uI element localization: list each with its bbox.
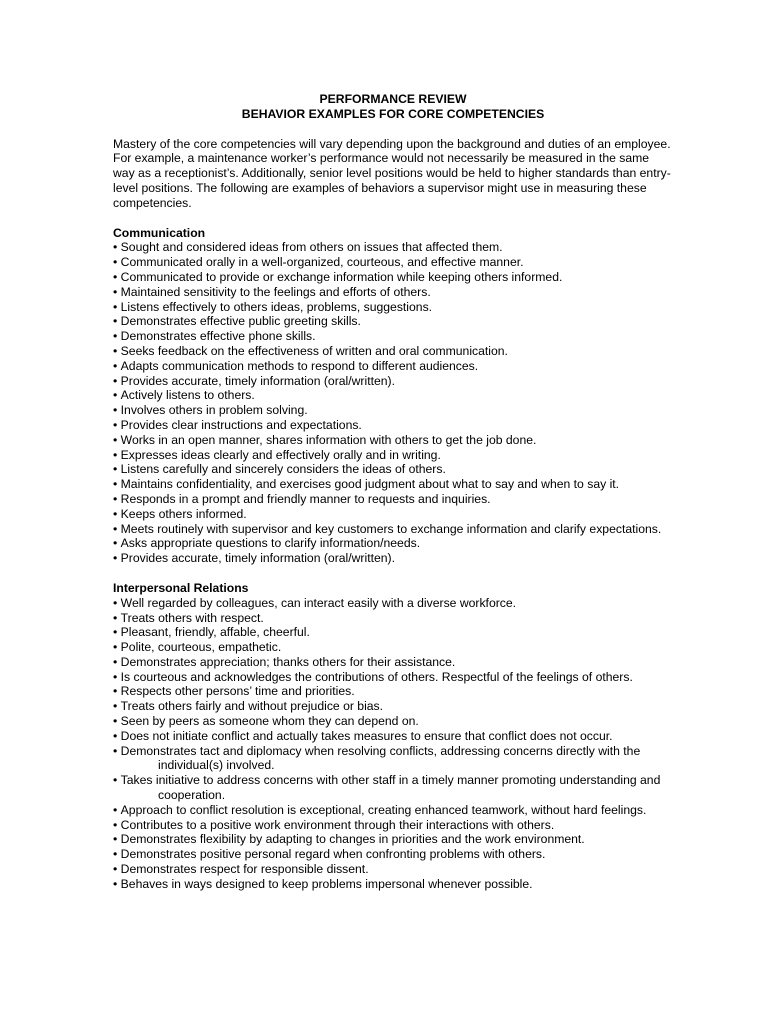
- intro-paragraph: Mastery of the core competencies will vary depending upon the background and duties of an employee. For example, a maintenance worker’s performance would not necessarily be measured in the same way as a receptionist’s. Additionally, senior level positions would be held to higher standards than entry-level positions. The following are examples of behaviors a supervisor might use in measuring these competencies.: [113, 136, 671, 210]
- list-item: • Works in an open manner, shares information with others to get the job done.: [113, 433, 673, 448]
- list-item: • Sought and considered ideas from others on issues that affected them.: [113, 240, 673, 255]
- section-heading: Communication: [113, 225, 206, 240]
- list-item: • Demonstrates appreciation; thanks others for their assistance.: [113, 655, 673, 670]
- section-heading: Interpersonal Relations: [113, 580, 249, 595]
- title-line-2: BEHAVIOR EXAMPLES FOR CORE COMPETENCIES: [241, 106, 545, 121]
- list-item: • Provides accurate, timely information (oral/written).: [113, 374, 673, 389]
- list-item: • Demonstrates positive personal regard when confronting problems with others.: [113, 847, 673, 862]
- list-item: • Treats others with respect.: [113, 611, 673, 626]
- list-item: • Does not initiate conflict and actually takes measures to ensure that conflict does not occur.: [113, 729, 673, 744]
- list-item: • Communicated orally in a well-organized, courteous, and effective manner.: [113, 255, 673, 270]
- title-line-1: PERFORMANCE REVIEW: [319, 92, 467, 106]
- list-item: • Well regarded by colleagues, can interact easily with a diverse workforce.: [113, 596, 673, 611]
- list-item: • Communicated to provide or exchange information while keeping others informed.: [113, 270, 673, 285]
- list-item: • Treats others fairly and without prejudice or bias.: [113, 699, 673, 714]
- list-item: • Maintained sensitivity to the feelings and efforts of others.: [113, 285, 673, 300]
- list-item: • Seeks feedback on the effectiveness of written and oral communication.: [113, 344, 673, 359]
- list-item: • Is courteous and acknowledges the contributions of others. Respectful of the feelings of others.: [113, 670, 673, 685]
- bullet-list: [113, 240, 673, 566]
- list-item: • Seen by peers as someone whom they can depend on.: [113, 714, 673, 729]
- list-item: • Pleasant, friendly, affable, cheerful.: [113, 625, 673, 640]
- section-interpersonal-relations: [113, 581, 673, 892]
- list-item: • Keeps others informed.: [113, 507, 673, 522]
- list-item: • Maintains confidentiality, and exercises good judgment about what to say and when to say it.: [113, 477, 673, 492]
- list-item: • Demonstrates respect for responsible dissent.: [113, 862, 673, 877]
- list-item: • Responds in a prompt and friendly manner to requests and inquiries.: [113, 492, 673, 507]
- bullet-list: [113, 596, 673, 892]
- list-item: • Demonstrates tact and diplomacy when resolving conflicts, addressing concerns directly with the individual(s) involved.: [113, 744, 673, 774]
- document-title: [113, 92, 673, 122]
- list-item: • Expresses ideas clearly and effectively orally and in writing.: [113, 448, 673, 463]
- list-item: • Provides clear instructions and expectations.: [113, 418, 673, 433]
- list-item: • Listens effectively to others ideas, problems, suggestions.: [113, 300, 673, 315]
- list-item: • Behaves in ways designed to keep problems impersonal whenever possible.: [113, 877, 673, 892]
- list-item: • Demonstrates flexibility by adapting to changes in priorities and the work environment.: [113, 832, 673, 847]
- list-item: • Actively listens to others.: [113, 388, 673, 403]
- list-item: • Provides accurate, timely information (oral/written).: [113, 551, 673, 566]
- list-item: • Asks appropriate questions to clarify information/needs.: [113, 536, 673, 551]
- list-item: • Polite, courteous, empathetic.: [113, 640, 673, 655]
- list-item: • Involves others in problem solving.: [113, 403, 673, 418]
- section-communication: [113, 226, 673, 566]
- list-item: • Contributes to a positive work environment through their interactions with others.: [113, 818, 673, 833]
- list-item: • Adapts communication methods to respond to different audiences.: [113, 359, 673, 374]
- document-page: [113, 92, 673, 892]
- list-item: • Meets routinely with supervisor and key customers to exchange information and clarify expectations.: [113, 522, 673, 537]
- list-item: • Takes initiative to address concerns with other staff in a timely manner promoting understanding and cooperation.: [113, 773, 673, 803]
- list-item: • Respects other persons’ time and priorities.: [113, 684, 673, 699]
- list-item: • Demonstrates effective phone skills.: [113, 329, 673, 344]
- list-item: • Listens carefully and sincerely considers the ideas of others.: [113, 462, 673, 477]
- list-item: • Approach to conflict resolution is exceptional, creating enhanced teamwork, without hard feelings.: [113, 803, 673, 818]
- list-item: • Demonstrates effective public greeting skills.: [113, 314, 673, 329]
